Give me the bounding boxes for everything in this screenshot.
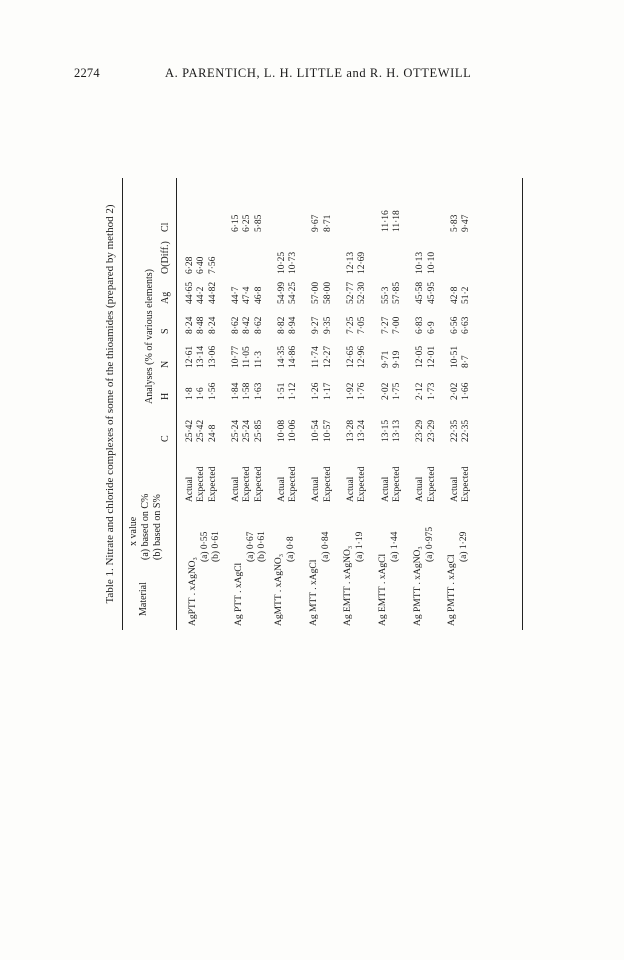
value-s: 8·62 xyxy=(230,316,241,334)
value-c: 10·54 xyxy=(311,419,322,442)
value-cl: 6·15 xyxy=(230,214,241,232)
value-h: 2·02 xyxy=(449,382,460,400)
value-n: 12·61 xyxy=(185,345,195,368)
value-ag: 55·3 xyxy=(380,286,391,304)
value-cl: 9·47 xyxy=(461,214,472,232)
value-ag: 57·00 xyxy=(311,281,322,304)
value-h: 1·76 xyxy=(357,382,368,400)
value-c: 25·24 xyxy=(230,419,241,442)
table-caption: Table 1. Nitrate and chloride complexes of some of the thioamides (prepared by method 2) xyxy=(104,204,116,604)
value-c: 13·15 xyxy=(380,419,391,442)
x-value: (a) 0·975 xyxy=(424,526,435,562)
value-c: 10·06 xyxy=(288,419,299,442)
value-s: 7·05 xyxy=(357,316,368,334)
value-h: 1·84 xyxy=(230,382,241,400)
row-status: Expected xyxy=(253,466,264,502)
row-status: Expected xyxy=(426,466,437,502)
value-s: 6·63 xyxy=(461,316,472,334)
row-status: Actual xyxy=(415,476,426,502)
value-c: 23·29 xyxy=(415,419,426,442)
value-c: 13·24 xyxy=(357,419,368,442)
row-status: Expected xyxy=(391,466,402,502)
value-c: 24·8 xyxy=(207,424,218,442)
value-odiff: 10·10 xyxy=(426,251,437,274)
value-h: 1·26 xyxy=(311,382,322,400)
value-n: 11·05 xyxy=(242,346,253,368)
value-h: 1·12 xyxy=(288,382,299,400)
value-ag: 46·8 xyxy=(253,286,264,304)
col-header-analyses: Analyses (% of various elements) xyxy=(144,269,155,404)
value-cl: 5·83 xyxy=(449,214,460,232)
value-n: 11·3 xyxy=(253,350,264,368)
row-status: Expected xyxy=(288,466,299,502)
value-c: 22·35 xyxy=(449,419,460,442)
col-header-material: Material xyxy=(138,582,149,616)
value-ag: 45·95 xyxy=(426,281,437,304)
value-odiff: 6·28 xyxy=(185,256,195,274)
value-ag: 54·25 xyxy=(288,281,299,304)
value-n: 10·77 xyxy=(230,345,241,368)
col-header-ag: Ag xyxy=(160,291,171,304)
value-c: 25·85 xyxy=(253,419,264,442)
value-c: 10·57 xyxy=(322,419,333,442)
value-cl: 11·16 xyxy=(380,210,391,232)
value-n: 13·14 xyxy=(196,345,207,368)
value-h: 1·6 xyxy=(196,387,207,400)
value-h: 1·92 xyxy=(346,382,356,400)
x-value: (b) 0·61 xyxy=(211,531,222,562)
col-header-s: S xyxy=(160,328,171,334)
value-n: 8·7 xyxy=(461,355,472,368)
x-value: (b) 0·61 xyxy=(257,531,268,562)
value-n: 14·86 xyxy=(288,345,299,368)
row-status: Actual xyxy=(346,476,356,502)
col-header-x-a: (a) based on C% xyxy=(140,493,151,560)
material-name: Ag EMTT . xAgCl xyxy=(377,553,388,626)
x-value: (a) 0·67 xyxy=(245,531,256,562)
x-value: (a) 0·55 xyxy=(199,531,210,562)
row-status: Actual xyxy=(185,476,195,502)
x-value: (a) 0·84 xyxy=(320,531,331,562)
value-s: 8·94 xyxy=(288,316,299,334)
header-rule xyxy=(176,178,177,630)
value-ag: 52·30 xyxy=(357,281,368,304)
value-n: 14·35 xyxy=(276,345,287,368)
value-c: 25·42 xyxy=(196,419,207,442)
value-ag: 47·4 xyxy=(242,286,253,304)
value-odiff: 10·25 xyxy=(276,251,287,274)
x-value: (a) 1·19 xyxy=(355,531,366,562)
value-ag: 42·8 xyxy=(449,286,460,304)
value-cl: 8·71 xyxy=(322,214,333,232)
row-status: Actual xyxy=(276,476,287,502)
value-odiff: 7·56 xyxy=(207,256,218,274)
value-odiff: 12·13 xyxy=(346,251,356,274)
value-n: 12·96 xyxy=(357,345,368,368)
value-s: 6·9 xyxy=(426,321,437,334)
x-value: (a) 1·29 xyxy=(459,531,470,562)
value-c: 10·08 xyxy=(276,419,287,442)
col-header-odiff: O(Diff.) xyxy=(160,241,171,274)
row-status: Actual xyxy=(311,476,322,502)
value-ag: 58·00 xyxy=(322,281,333,304)
value-c: 13·28 xyxy=(346,419,356,442)
value-s: 9·35 xyxy=(322,316,333,334)
value-h: 1·75 xyxy=(391,382,402,400)
material-name: AgMTT . xAgNO₃ xyxy=(274,553,285,626)
row-status: Expected xyxy=(322,466,333,502)
value-cl: 6·25 xyxy=(242,214,253,232)
row-status: Expected xyxy=(196,466,207,502)
row-status: Actual xyxy=(230,476,241,502)
col-header-x-value: x value xyxy=(128,516,139,546)
table-1 xyxy=(98,178,528,630)
value-s: 6·83 xyxy=(415,316,426,334)
running-head: A. PARENTICH, L. H. LITTLE and R. H. OTTEWILL xyxy=(165,66,472,80)
value-ag: 51·2 xyxy=(461,286,472,304)
material-name: Ag MTT . xAgCl xyxy=(308,559,319,626)
value-odiff: 10·13 xyxy=(415,251,426,274)
value-c: 13·13 xyxy=(391,419,402,442)
value-h: 1·56 xyxy=(207,382,218,400)
row-status: Actual xyxy=(380,476,391,502)
value-ag: 45·58 xyxy=(415,281,426,304)
value-s: 8·48 xyxy=(196,316,207,334)
value-ag: 57·85 xyxy=(391,281,402,304)
material-name: Ag PMTT . xAgCl xyxy=(447,554,458,626)
value-cl: 9·67 xyxy=(311,214,322,232)
value-h: 1·8 xyxy=(185,387,195,400)
value-n: 9·19 xyxy=(391,350,402,368)
value-s: 8·82 xyxy=(276,316,287,334)
value-s: 7·00 xyxy=(391,316,402,334)
value-h: 1·66 xyxy=(461,382,472,400)
row-status: Expected xyxy=(207,466,218,502)
value-ag: 44·2 xyxy=(196,286,207,304)
material-name: Ag PTT . xAgCl xyxy=(233,562,244,626)
value-ag: 44·82 xyxy=(207,281,218,304)
value-cl: 5·85 xyxy=(253,214,264,232)
value-s: 8·62 xyxy=(253,316,264,334)
value-c: 22·35 xyxy=(461,419,472,442)
value-odiff: 10·73 xyxy=(288,251,299,274)
col-header-x-b: (b) based on S% xyxy=(152,494,163,560)
x-value: (a) 1·44 xyxy=(389,531,400,562)
row-status: Expected xyxy=(357,466,368,502)
row-status: Expected xyxy=(461,466,472,502)
value-s: 8·24 xyxy=(207,316,218,334)
col-header-c: C xyxy=(160,435,171,442)
value-s: 7·25 xyxy=(346,316,356,334)
material-name: Ag PMTT . xAgNO₃ xyxy=(412,546,423,626)
row-status: Expected xyxy=(242,466,253,502)
value-h: 1·73 xyxy=(426,382,437,400)
value-n: 13·06 xyxy=(207,345,218,368)
material-name: AgPTT . xAgNO₃ xyxy=(187,557,198,626)
value-s: 9·27 xyxy=(311,316,322,334)
value-n: 12·05 xyxy=(415,345,426,368)
value-n: 12·27 xyxy=(322,345,333,368)
value-n: 12·01 xyxy=(426,345,437,368)
value-n: 10·51 xyxy=(449,345,460,368)
value-h: 1·51 xyxy=(276,382,287,400)
value-cl: 11·18 xyxy=(391,210,402,232)
value-c: 25·42 xyxy=(185,419,195,442)
value-h: 1·63 xyxy=(253,382,264,400)
value-s: 8·42 xyxy=(242,316,253,334)
x-value: (a) 0·8 xyxy=(286,536,297,562)
row-status: Actual xyxy=(449,476,460,502)
value-c: 25·24 xyxy=(242,419,253,442)
value-c: 23·29 xyxy=(426,419,437,442)
col-header-cl: Cl xyxy=(160,222,171,232)
value-s: 6·56 xyxy=(449,316,460,334)
value-ag: 52·77 xyxy=(346,281,356,304)
bottom-rule xyxy=(522,178,523,630)
rotated-table-area xyxy=(98,178,528,630)
col-header-n: N xyxy=(160,360,171,368)
value-ag: 44·65 xyxy=(185,281,195,304)
value-h: 1·58 xyxy=(242,382,253,400)
value-n: 9·71 xyxy=(380,350,391,368)
value-ag: 44·7 xyxy=(230,286,241,304)
value-h: 1·17 xyxy=(322,382,333,400)
material-name: Ag EMTT . xAgNO₃ xyxy=(343,545,354,626)
page-number: 2274 xyxy=(74,66,100,80)
value-n: 12·65 xyxy=(346,345,356,368)
value-h: 2·12 xyxy=(415,382,426,400)
value-odiff: 12·69 xyxy=(357,251,368,274)
col-header-h: H xyxy=(160,392,171,400)
value-s: 7·27 xyxy=(380,316,391,334)
value-s: 8·24 xyxy=(185,316,195,334)
top-rule xyxy=(122,178,123,630)
value-n: 11·74 xyxy=(311,346,322,368)
value-h: 2·02 xyxy=(380,382,391,400)
value-odiff: 6·40 xyxy=(196,256,207,274)
value-ag: 54·99 xyxy=(276,281,287,304)
